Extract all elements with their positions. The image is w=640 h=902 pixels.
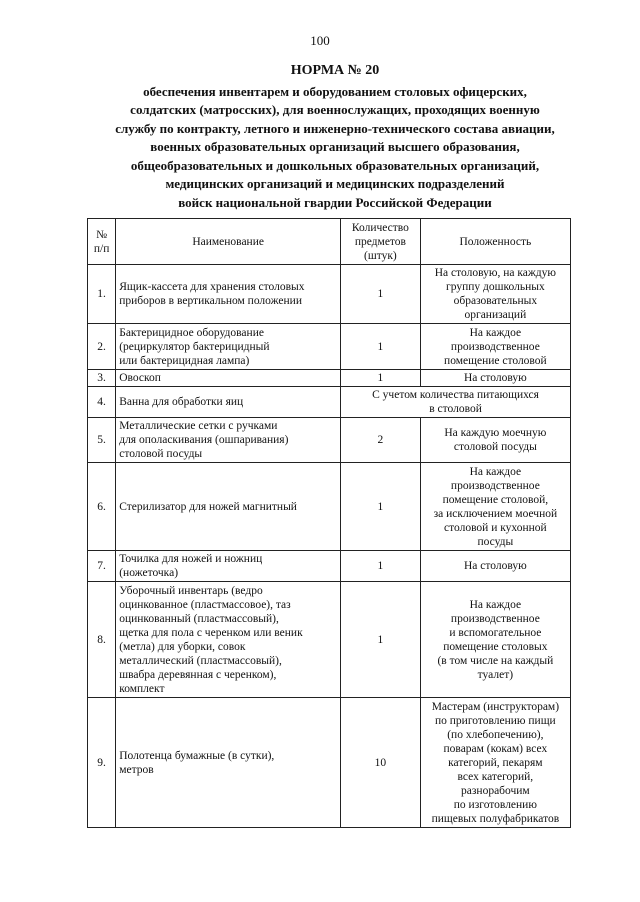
table-row [88,698,571,828]
row-num: 1. [88,265,116,324]
title-line: службу по контракту, летного и инженерно-технического состава авиации, [115,120,555,136]
table-row [88,463,571,551]
document-title [95,62,575,212]
row-qty: 1 [341,265,421,324]
row-name: Овоскоп [116,370,341,387]
table-row [88,370,571,387]
norm-table [87,218,571,828]
row-name: Металлические сетки с ручками для ополаскивания (ошпаривания) столовой посуды [116,418,341,463]
row-qty: 1 [341,463,421,551]
row-pol: На каждую моечную столовой посуды [420,418,570,463]
table-row [88,418,571,463]
title-line: солдатских (матросских), для военнослужащих, проходящих военную [130,102,540,117]
page-number: 100 [310,33,330,48]
row-pol: На каждое производственное и вспомогательное помещение столовых (в том числе на каждый туалет) [420,582,570,698]
row-pol: На столовую, на каждую группу дошкольных образовательных организаций [420,265,570,324]
row-merged-note: С учетом количества питающихся в столовой [341,387,571,418]
norma-heading: НОРМА № 20 [290,63,380,78]
header-pol: Положенность [420,219,570,265]
table-header-row [88,219,571,265]
row-qty: 1 [341,551,421,582]
row-num: 4. [88,387,116,418]
row-qty: 2 [341,418,421,463]
table-row [88,324,571,370]
row-pol: На столовую [420,551,570,582]
row-name: Ящик-кассета для хранения столовых приборов в вертикальном положении [116,265,341,324]
table-row [88,582,571,698]
title-line: общеобразовательных и дошкольных образовательных организаций, [130,157,540,173]
title-line: военных образовательных организаций высшего образования, [150,139,520,154]
row-name: Бактерицидное оборудование (рециркулятор бактерицидный или бактерицидная лампа) [116,324,341,370]
row-qty: 10 [341,698,421,828]
row-name: Полотенца бумажные (в сутки), метров [116,698,341,828]
row-pol: На каждое производственное помещение столовой [420,324,570,370]
row-num: 9. [88,698,116,828]
row-qty: 1 [341,324,421,370]
row-qty: 1 [341,370,421,387]
table-row [88,551,571,582]
row-num: 2. [88,324,116,370]
row-name: Стерилизатор для ножей магнитный [116,463,341,551]
row-pol: На столовую [420,370,570,387]
row-name: Уборочный инвентарь (ведро оцинкованное (пластмассовое), таз оцинкованный (пластмассовый), щетка для пола с черенком или веник (метла) для уборки, совок металлический (пластмассовый), швабра деревянная с черенком), комплект [116,582,341,698]
row-pol: Мастерам (инструкторам) по приготовлению пищи (по хлебопечению), поварам (кокам) всех категорий, пекарям всех категорий, разнорабочим по изготовлению пищевых полуфабрикатов [420,698,570,828]
row-num: 7. [88,551,116,582]
header-name: Наименование [116,219,341,265]
header-qty: Количество предметов (штук) [341,219,421,265]
row-name: Точилка для ножей и ножниц (ножеточка) [116,551,341,582]
row-num: 8. [88,582,116,698]
title-line: медицинских организаций и медицинских подразделений [165,176,505,191]
row-num: 3. [88,370,116,387]
title-line: войск национальной гвардии Российской Федерации [178,194,492,210]
row-num: 5. [88,418,116,463]
row-pol: На каждое производственное помещение столовой, за исключением моечной столовой и кухонной посуды [420,463,570,551]
header-num: № п/п [88,219,116,265]
table-row [88,265,571,324]
row-qty: 1 [341,582,421,698]
title-line: обеспечения инвентарем и оборудованием столовых офицерских, [143,83,527,99]
row-num: 6. [88,463,116,551]
table-row [88,387,571,418]
row-name: Ванна для обработки яиц [116,387,341,418]
